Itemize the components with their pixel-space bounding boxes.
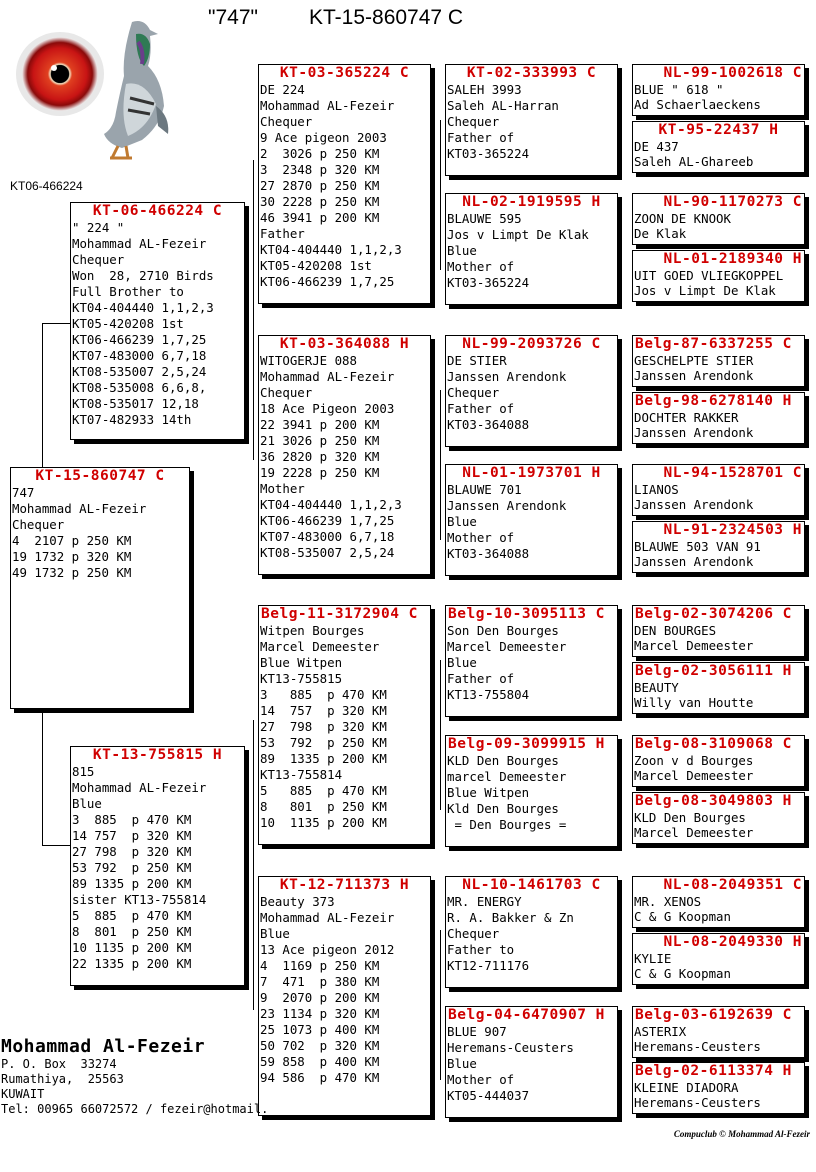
detail-line: 8 801 p 250 KM [72, 924, 192, 939]
detail-line: 89 1335 p 200 KM [72, 876, 192, 891]
detail-line: Willy van Houtte [634, 695, 754, 710]
detail-line: Jos v Limpt De Klak [634, 283, 776, 298]
great-grandparent-ring: NL-01-1973701 H [462, 465, 601, 481]
great-grandparent-card [445, 1006, 618, 1118]
detail-line: Marcel Demeester [447, 639, 567, 654]
footer-credit: Compuclub © Mohammad Al-Fezeir [673, 1129, 810, 1139]
detail-line: KLD Den Bourges [447, 753, 559, 768]
ancestor-ring: Belg-87-6337255 C [635, 336, 792, 352]
detail-line: Won 28, 2710 Birds [72, 268, 214, 283]
ancestor-ring: Belg-08-3049803 H [635, 793, 792, 809]
ancestor-ring: Belg-98-6278140 H [635, 393, 792, 409]
detail-line: KT05-420208 1st [260, 258, 372, 273]
detail-line: ASTERIX [634, 1024, 687, 1039]
detail-line: 5 885 p 470 KM [72, 908, 192, 923]
detail-line: 46 3941 p 200 KM [260, 210, 380, 225]
ancestor-ring: NL-94-1528701 C [663, 465, 802, 481]
detail-line: KT08-535008 6,6,8, [72, 380, 207, 395]
owner-address-line: P. O. Box 33274 [1, 1057, 117, 1071]
ancestor-ring: NL-08-2049330 H [663, 934, 802, 950]
detail-line: WITOGERJE 088 [260, 353, 357, 368]
logo-ring-tag: KT06-466224 [10, 179, 83, 193]
detail-line: Father to [447, 942, 515, 957]
detail-line: 3 885 p 470 KM [260, 687, 387, 702]
detail-line: KT13-755814 [260, 767, 343, 782]
detail-line: Father of [447, 671, 515, 686]
great-grandparent-ring: Belg-10-3095113 C [448, 606, 605, 622]
detail-line: KT08-535007 2,5,24 [72, 364, 207, 379]
detail-line: KT07-483000 6,7,18 [260, 529, 395, 544]
connector-line [440, 120, 441, 270]
detail-line: marcel Demeester [447, 769, 567, 784]
detail-line: 8 801 p 250 KM [260, 799, 387, 814]
pigeon-name: "747" [208, 6, 258, 29]
detail-line: 59 858 p 400 KM [260, 1054, 380, 1069]
detail-line: BLUE " 618 " [634, 82, 724, 97]
detail-line: 36 2820 p 320 KM [260, 449, 380, 464]
detail-line: Janssen Arendonk [634, 368, 754, 383]
owner-address-line: Rumathiya, 25563 [1, 1072, 124, 1086]
connector-line [253, 720, 254, 1010]
detail-line: Saleh AL-Ghareeb [634, 154, 754, 169]
detail-line: 27 2870 p 250 KM [260, 178, 380, 193]
detail-line: 9 Ace pigeon 2003 [260, 130, 387, 145]
ancestor-ring: NL-08-2049351 C [663, 877, 802, 893]
detail-line: Zoon v d Bourges [634, 753, 754, 768]
ancestor-card [632, 121, 805, 173]
detail-line: Chequer [12, 517, 65, 532]
detail-line: 19 2228 p 250 KM [260, 465, 380, 480]
connector-line [253, 160, 254, 460]
detail-line: Jos v Limpt De Klak [447, 227, 589, 242]
great-grandparent-ring: Belg-09-3099915 H [448, 736, 605, 752]
great-grandparent-ring: NL-10-1461703 C [462, 877, 601, 893]
detail-line: Mother [260, 481, 305, 496]
subject-card [10, 467, 190, 709]
ancestor-card [632, 876, 805, 928]
detail-line: KLEINE DIADORA [634, 1080, 739, 1095]
subject-details [11, 485, 189, 581]
detail-line: 25 1073 p 400 KM [260, 1022, 380, 1037]
ancestor-card [632, 605, 805, 657]
great-grandparent-card [445, 335, 618, 447]
detail-line: Marcel Demeester [634, 825, 754, 840]
detail-line: ZOON DE KNOOK [634, 211, 731, 226]
detail-line: Chequer [447, 114, 500, 129]
detail-line: Beauty 373 [260, 894, 335, 909]
detail-line: 22 1335 p 200 KM [72, 956, 192, 971]
great-grandparent-ring: KT-02-333993 C [466, 65, 597, 81]
detail-line: KYLIE [634, 951, 672, 966]
detail-line: Father [260, 226, 305, 241]
ancestor-ring: Belg-03-6192639 C [635, 1007, 792, 1023]
pigeon-ring-title: KT-15-860747 C [309, 6, 464, 29]
detail-line: 815 [72, 764, 95, 779]
detail-line: Ad Schaerlaeckens [634, 97, 761, 112]
detail-line: DE STIER [447, 353, 507, 368]
owner-address-line: KUWAIT [1, 1087, 45, 1101]
ancestor-card [632, 1006, 805, 1058]
detail-line: GESCHELPTE STIER [634, 353, 754, 368]
detail-line: 18 Ace Pigeon 2003 [260, 401, 395, 416]
detail-line: Mother of [447, 1072, 515, 1087]
detail-line: KT08-535017 12,18 [72, 396, 199, 411]
detail-line: 3 2348 p 320 KM [260, 162, 380, 177]
detail-line: Chequer [72, 252, 125, 267]
detail-line: KT07-483000 6,7,18 [72, 348, 207, 363]
detail-line: KT05-444037 [447, 1088, 530, 1103]
detail-line: Janssen Arendonk [447, 498, 567, 513]
detail-line: KT03-364088 [447, 546, 530, 561]
detail-line: 23 1134 p 320 KM [260, 1006, 380, 1021]
detail-line: Blue Witpen [260, 655, 343, 670]
connector-line [42, 323, 43, 470]
detail-line: 7 471 p 380 KM [260, 974, 380, 989]
detail-line: 10 1135 p 200 KM [260, 815, 387, 830]
detail-line: 50 702 p 320 KM [260, 1038, 380, 1053]
detail-line: Blue Witpen [447, 785, 530, 800]
great-grandparent-card [445, 193, 618, 305]
detail-line: C & G Koopman [634, 966, 731, 981]
ancestor-card [632, 933, 805, 985]
ancestor-ring: NL-91-2324503 H [663, 522, 802, 538]
detail-line: KT06-466239 1,7,25 [72, 332, 207, 347]
detail-line: 4 2107 p 250 KM [12, 533, 132, 548]
detail-line: Blue [447, 1056, 477, 1071]
detail-line: 9 2070 p 200 KM [260, 990, 380, 1005]
ancestor-card [632, 735, 805, 787]
great-grandparent-card [445, 464, 618, 576]
detail-line: Marcel Demeester [634, 768, 754, 783]
detail-line: 2 3026 p 250 KM [260, 146, 380, 161]
detail-line: 49 1732 p 250 KM [12, 565, 132, 580]
detail-line: Heremans-Ceusters [447, 1040, 574, 1055]
detail-line: KT07-482933 14th [72, 412, 192, 427]
detail-line: BLAUWE 701 [447, 482, 522, 497]
detail-line: KT12-711176 [447, 958, 530, 973]
detail-line: Witpen Bourges [260, 623, 365, 638]
detail-line: KT06-466239 1,7,25 [260, 513, 395, 528]
detail-line: Mohammad AL-Fezeir [72, 236, 207, 251]
connector-line [42, 710, 43, 845]
detail-line: Janssen Arendonk [634, 425, 754, 440]
detail-line: 30 2228 p 250 KM [260, 194, 380, 209]
detail-line: MR. XENOS [634, 894, 702, 909]
detail-line: De Klak [634, 226, 687, 241]
detail-line: KT06-466239 1,7,25 [260, 274, 395, 289]
detail-line: DE 224 [260, 82, 305, 97]
great-grandparent-card [445, 876, 618, 988]
great-grandparent-card [445, 735, 618, 847]
detail-line: sister KT13-755814 [72, 892, 207, 907]
detail-line: 27 798 p 320 KM [260, 719, 387, 734]
detail-line: BLAUWE 503 VAN 91 [634, 539, 761, 554]
detail-line: Son Den Bourges [447, 623, 559, 638]
detail-line: KT03-364088 [447, 417, 530, 432]
detail-line: KT04-404440 1,1,2,3 [260, 242, 402, 257]
ancestor-ring: Belg-02-3074206 C [635, 606, 792, 622]
detail-line: Heremans-Ceusters [634, 1095, 761, 1110]
connector-line [440, 930, 441, 1080]
connector-line [42, 323, 70, 324]
detail-line: Saleh AL-Harran [447, 98, 559, 113]
ancestor-ring: NL-90-1170273 C [663, 194, 802, 210]
ancestor-card [632, 464, 805, 516]
detail-line: 10 1135 p 200 KM [72, 940, 192, 955]
detail-line: Chequer [447, 385, 500, 400]
detail-line: KLD Den Bourges [634, 810, 746, 825]
ancestor-card [632, 392, 805, 444]
detail-line: KT04-404440 1,1,2,3 [72, 300, 214, 315]
detail-line: KT04-404440 1,1,2,3 [260, 497, 402, 512]
great-grandparent-ring: Belg-04-6470907 H [448, 1007, 605, 1023]
ancestor-ring: Belg-08-3109068 C [635, 736, 792, 752]
ancestor-card [632, 193, 805, 245]
detail-line: 3 885 p 470 KM [72, 812, 192, 827]
detail-line: Father of [447, 401, 515, 416]
detail-line: Heremans-Ceusters [634, 1039, 761, 1054]
detail-line: Blue [260, 926, 290, 941]
great-grandparent-ring: NL-02-1919595 H [462, 194, 601, 210]
detail-line: KT03-365224 [447, 275, 530, 290]
detail-line: Marcel Demeester [634, 638, 754, 653]
detail-line: Full Brother to [72, 284, 184, 299]
logo [14, 14, 174, 164]
ancestor-ring: NL-01-2189340 H [663, 251, 802, 267]
detail-line: KT05-420208 1st [72, 316, 184, 331]
grandparent-ring: KT-03-365224 C [279, 65, 410, 81]
detail-line: DEN BOURGES [634, 623, 717, 638]
subject-ring: KT-15-860747 C [35, 468, 165, 484]
detail-line: MR. ENERGY [447, 894, 522, 909]
detail-line: " 224 " [72, 220, 125, 235]
grandparent-ring: KT-12-711373 H [279, 877, 410, 893]
detail-line: Blue [72, 796, 102, 811]
detail-line: Blue [447, 655, 477, 670]
owner-name: Mohammad Al-Fezeir [1, 1036, 206, 1057]
detail-line: R. A. Bakker & Zn [447, 910, 574, 925]
detail-line: Blue [447, 514, 477, 529]
detail-line: Mother of [447, 259, 515, 274]
ancestor-ring: NL-99-1002618 C [663, 65, 802, 81]
grandparent-card [258, 605, 431, 845]
great-grandparent-ring: NL-99-2093726 C [462, 336, 601, 352]
detail-line: 14 757 p 320 KM [72, 828, 192, 843]
detail-line: 94 586 p 470 KM [260, 1070, 380, 1085]
detail-line: Father of [447, 130, 515, 145]
detail-line: LIANOS [634, 482, 679, 497]
detail-line: 21 3026 p 250 KM [260, 433, 380, 448]
grandparent-ring: KT-03-364088 H [279, 336, 410, 352]
connector-line [440, 390, 441, 540]
grandparent-card [258, 64, 431, 304]
detail-line: KT13-755815 [260, 671, 343, 686]
detail-line: Mohammad AL-Fezeir [260, 98, 395, 113]
sire-card [70, 202, 245, 440]
detail-line: Janssen Arendonk [447, 369, 567, 384]
ancestor-ring: Belg-02-6113374 H [635, 1063, 792, 1079]
detail-line: Mohammad AL-Fezeir [260, 369, 395, 384]
detail-line: Chequer [447, 926, 500, 941]
detail-line: SALEH 3993 [447, 82, 522, 97]
detail-line: DOCHTER RAKKER [634, 410, 739, 425]
detail-line: BEAUTY [634, 680, 679, 695]
connector-line [42, 845, 70, 846]
ancestor-card [632, 662, 805, 714]
detail-line: 89 1335 p 200 KM [260, 751, 387, 766]
detail-line: 22 3941 p 200 KM [260, 417, 380, 432]
detail-line: KT13-755804 [447, 687, 530, 702]
ancestor-ring: KT-95-22437 H [658, 122, 779, 138]
detail-line: 5 885 p 470 KM [260, 783, 387, 798]
detail-line: Marcel Demeester [260, 639, 380, 654]
great-grandparent-card [445, 605, 618, 717]
grandparent-ring: Belg-11-3172904 C [261, 606, 418, 622]
detail-line: 14 757 p 320 KM [260, 703, 387, 718]
detail-line: KT03-365224 [447, 146, 530, 161]
owner-contact [1, 1036, 268, 1117]
ancestor-card [632, 792, 805, 844]
dam-card [70, 746, 245, 986]
grandparent-card [258, 876, 431, 1116]
detail-line: 27 798 p 320 KM [72, 844, 192, 859]
detail-line: Chequer [260, 385, 313, 400]
detail-line: Mohammad AL-Fezeir [260, 910, 395, 925]
ancestor-card [632, 521, 805, 573]
detail-line: Mother of [447, 530, 515, 545]
detail-line: KT08-535007 2,5,24 [260, 545, 395, 560]
ancestor-card [632, 64, 805, 116]
great-grandparent-card [445, 64, 618, 176]
detail-line: Blue [447, 243, 477, 258]
detail-line: Kld Den Bourges [447, 801, 559, 816]
detail-line: = Den Bourges = [447, 817, 567, 832]
ancestor-card [632, 1062, 805, 1114]
ancestor-card [632, 250, 805, 302]
detail-line: 19 1732 p 320 KM [12, 549, 132, 564]
detail-line: 4 1169 p 250 KM [260, 958, 380, 973]
owner-phone-email[interactable]: Tel: 00965 66072572 / fezeir@hotmail. [1, 1102, 269, 1116]
connector-line [440, 660, 441, 810]
detail-line: DE 437 [634, 139, 679, 154]
sire-ring: KT-06-466224 C [92, 203, 223, 219]
detail-line: 53 792 p 250 KM [72, 860, 192, 875]
detail-line: 53 792 p 250 KM [260, 735, 387, 750]
detail-line: C & G Koopman [634, 909, 731, 924]
detail-line: Mohammad AL-Fezeir [12, 501, 147, 516]
detail-line: 747 [12, 485, 35, 500]
ancestor-ring: Belg-02-3056111 H [635, 663, 792, 679]
detail-line: 13 Ace pigeon 2012 [260, 942, 395, 957]
detail-line: UIT GOED VLIEGKOPPEL [634, 268, 784, 283]
detail-line: Mohammad AL-Fezeir [72, 780, 207, 795]
detail-line: Janssen Arendonk [634, 554, 754, 569]
dam-ring: KT-13-755815 H [92, 747, 223, 763]
eye-and-pigeon-logo [14, 14, 174, 164]
ancestor-card [632, 335, 805, 387]
detail-line: BLUE 907 [447, 1024, 507, 1039]
detail-line: BLAUWE 595 [447, 211, 522, 226]
detail-line: Janssen Arendonk [634, 497, 754, 512]
detail-line: Chequer [260, 114, 313, 129]
grandparent-card [258, 335, 431, 575]
